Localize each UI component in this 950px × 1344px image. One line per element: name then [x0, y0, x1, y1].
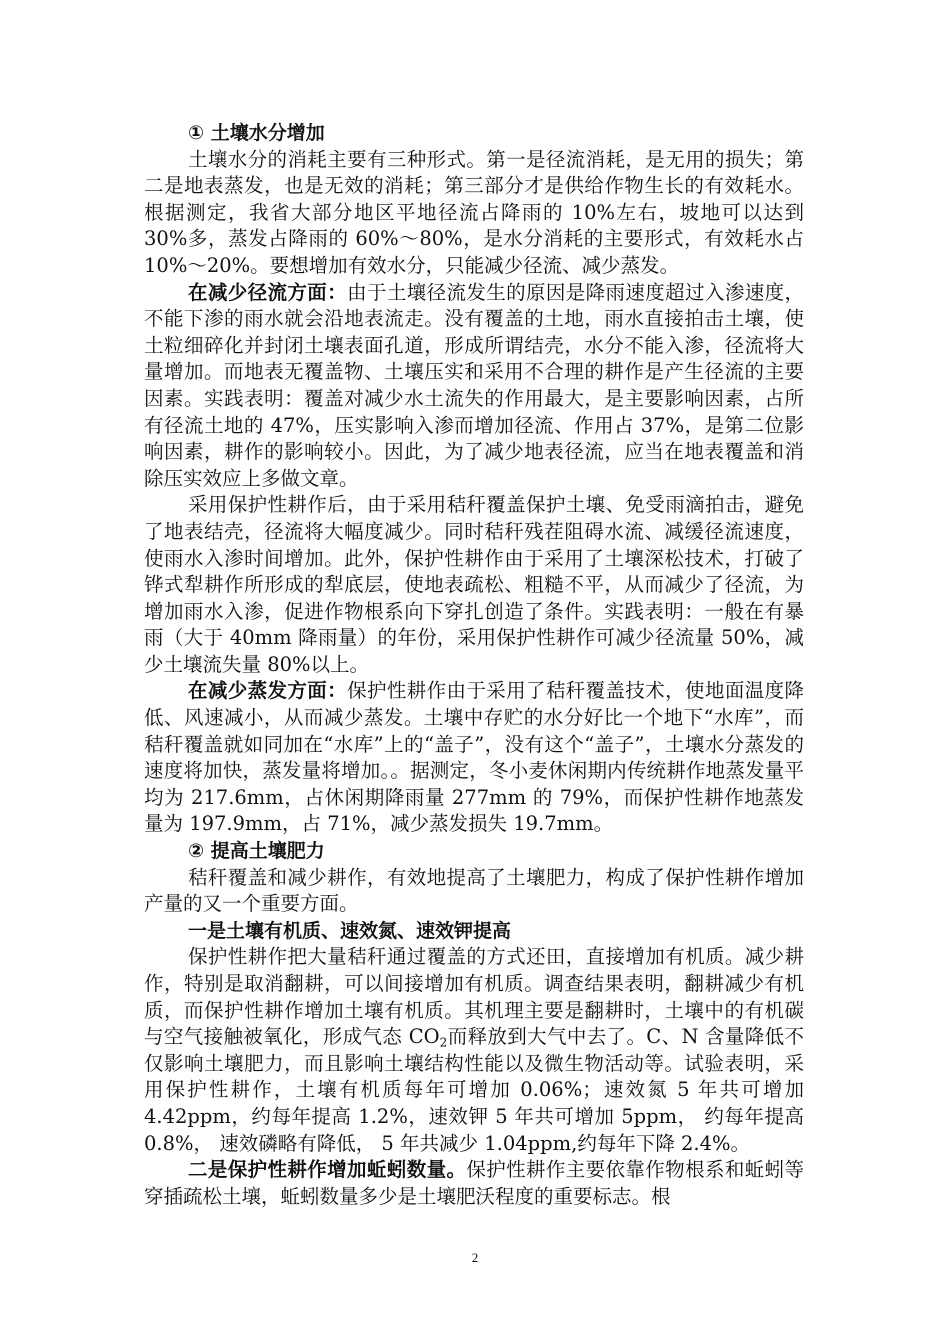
paragraph-organic-matter: [144, 944, 804, 1157]
paragraph-reduce-evaporation: [144, 678, 804, 838]
paragraph-text-earthworms: 保护性耕作主要依靠作物根系和蚯蚓等穿插疏松土壤，蚯蚓数量多少是土壤肥沃程度的重要标志。根: [144, 1158, 804, 1208]
section-heading-soil-moisture: ① 土壤水分增加: [188, 122, 325, 144]
paragraph-lead-reduce-runoff: 在减少径流方面：: [188, 280, 348, 304]
section-heading-soil-fertility: ② 提高土壤肥力: [188, 840, 325, 863]
paragraph-water-consumption: 土壤水分的消耗主要有三种形式。第一是径流消耗，是无用的损失；第二是地表蒸发，也是无效的消耗；第三部分才是供给作物生长的有效耗水。根据测定，我省大部分地区平地径流占降雨的 10%左右，坡地可以达到 30%多，蒸发占降雨的 60%～80%，是水分消耗的主要形式，有效耗水占 10%～20%。要想增加有效水分，只能减少径流、减少蒸发。: [144, 147, 804, 277]
paragraph-lead-reduce-evaporation: 在减少蒸发方面：: [188, 679, 348, 703]
paragraph-organic-matter-part2: 而释放到大气中去了。C、N 含量降低不仅影响土壤肥力，而且影响土壤结构性能以及微生物活动等。试验表明，采用保护性耕作，土壤有机质每年可增加 0.06%；速效氮 5 年共可增加 4.42ppm，约每年提高 1.2%，速效钾 5 年共可增加 5ppm， 约每年提高 0.8%， 速效磷略有降低， 5 年共减少 1.04ppm,约每年下降 2.4%。: [144, 1025, 805, 1155]
paragraph-text-reduce-runoff: 由于土壤径流发生的原因是降雨速度超过入渗速度，不能下渗的雨水就会沿地表流走。没有覆盖的土地，雨水直接拍击土壤，使土粒细碎化并封闭土壤表面孔道，形成所谓结壳，水分不能入渗，径流将大量增加。而地表无覆盖物、土壤压实和采用不合理的耕作是产生径流的主要因素。实践表明：覆盖对减少水土流失的作用最大，是主要影响因素，占所有径流土地的 47%，压实影响入渗而增加径流、作用占 37%，是第二位影响因素，耕作的影响较小。因此，为了减少地表径流，应当在地表覆盖和消除压实效应上多做文章。: [144, 280, 804, 490]
paragraph-text-reduce-evaporation: 保护性耕作由于采用了秸秆覆盖技术，使地面温度降低、风速减小，从而减少蒸发。土壤中存贮的水分好比一个地下“水库”，而秸秆覆盖就如同加在“水库”上的“盖子”，没有这个“盖子”，土壤水分蒸发的速度将加快，蒸发量将增加。。据测定，冬小麦休闲期内传统耕作地蒸发量平均为 217.6mm，占休闲期降雨量 277mm 的 79%，而保护性耕作地蒸发量为 197.9mm，占 71%，减少蒸发损失 19.7mm。: [144, 679, 804, 836]
document-body: [144, 120, 804, 1210]
subheading-organic-matter: 一是土壤有机质、速效氮、速效钾提高: [188, 919, 512, 942]
co2-subscript: 2: [439, 1035, 448, 1050]
paragraph-conservation-tillage-runoff: 采用保护性耕作后，由于采用秸秆覆盖保护土壤、免受雨滴拍击，避免了地表结壳，径流将大幅度减少。同时秸秆残茬阻碍水流、减缓径流速度，使雨水入渗时间增加。此外，保护性耕作由于采用了土壤深松技术，打破了铧式犁耕作所形成的犁底层，使地表疏松、粗糙不平，从而减少了径流，为增加雨水入渗，促进作物根系向下穿扎创造了条件。实践表明：一般在有暴雨（大于 40mm 降雨量）的年份，采用保护性耕作可减少径流量 50%，减少土壤流失量 80%以上。: [144, 493, 804, 676]
page-number: 2: [471, 1250, 479, 1265]
paragraph-reduce-runoff: [144, 280, 804, 493]
paragraph-earthworms: [144, 1157, 804, 1210]
paragraph-organic-matter-part1: 保护性耕作把大量秸秆通过覆盖的方式还田，直接增加有机质。减少耕作，特别是取消翻耕，可以间接增加有机质。调查结果表明，翻耕减少有机质，而保护性耕作增加土壤有机质。其机理主要是翻耕时，土壤中的有机碳与空气接触被氧化，形成气态 CO: [144, 945, 804, 1049]
paragraph-lead-earthworms: 二是保护性耕作增加蚯蚓数量。: [188, 1158, 467, 1182]
paragraph-fertility-intro: 秸秆覆盖和减少耕作，有效地提高了土壤肥力，构成了保护性耕作增加产量的又一个重要方面。: [144, 865, 804, 916]
